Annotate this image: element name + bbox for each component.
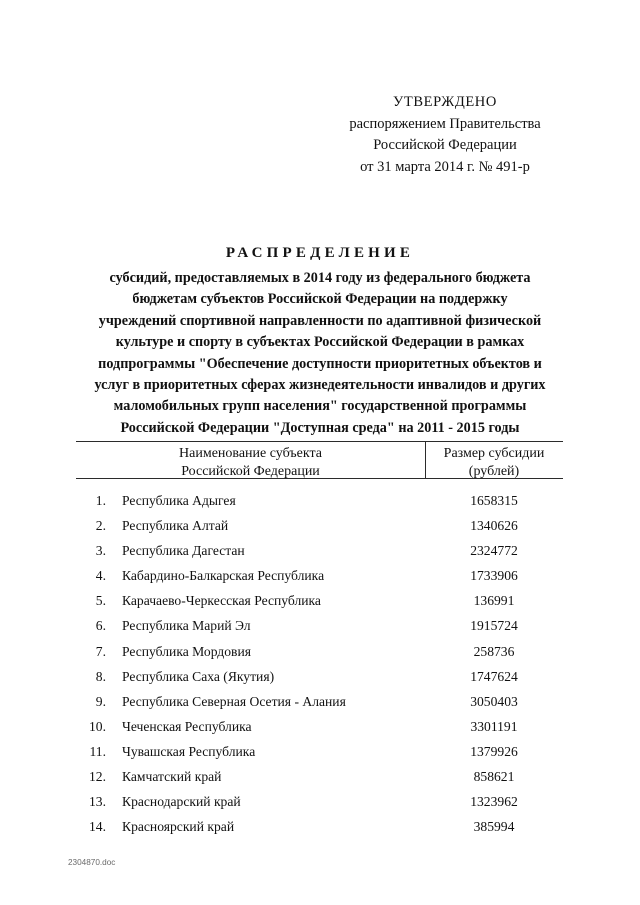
document-subtitle-line-8: Российской Федерации "Доступная среда" на 2011 - 2015 годы [120,419,520,436]
table-row [76,669,563,694]
row-index: 3. [95,543,106,559]
row-subsidy-amount: 1379926 [470,743,518,759]
row-subsidy-amount: 1340626 [470,518,518,534]
row-subject-name: Камчатский край [122,769,222,785]
row-index: 13. [89,794,106,810]
row-subsidy-amount: 1733906 [470,568,518,584]
row-subsidy-amount: 858621 [473,769,515,785]
table-row [76,769,563,794]
row-subsidy-amount: 385994 [473,819,515,835]
row-subject-name: Кабардино-Балкарская Республика [122,568,325,584]
row-index: 4. [95,568,106,584]
document-subtitle-line-6: услуг в приоритетных сферах жизнедеятельности инвалидов и других [94,377,546,394]
table-row [76,618,563,643]
row-subject-name: Красноярский край [122,819,235,835]
row-index: 1. [95,493,106,508]
row-index: 14. [89,819,106,835]
column-header-name-line-2: Российской Федерации [181,463,320,479]
table-header-row [76,442,563,478]
row-subsidy-amount: 2324772 [470,543,518,559]
document-subtitle-line-3: учреждений спортивной направленности по адаптивной физической [98,312,542,329]
table-body [76,479,563,844]
row-subsidy-amount: 1323962 [470,794,518,810]
column-header-name-line-1: Наименование субъекта [179,446,322,461]
column-header-amount-line-1: Размер субсидии [443,446,545,461]
row-subject-name: Чеченская Республика [122,718,252,734]
row-subject-name: Республика Адыгея [122,493,236,508]
row-subject-name: Республика Алтай [122,518,229,534]
approval-line-4: от 31 марта 2014 г. № 491-р [360,158,530,175]
table-row [76,819,563,844]
row-subsidy-amount: 136991 [473,593,515,609]
row-index: 6. [95,618,106,634]
row-subject-name: Республика Дагестан [122,543,245,559]
row-index: 9. [95,693,106,709]
row-subject-name: Республика Мордовия [122,643,251,659]
document-subtitle-line-4: культуре и спорту в субъектах Российской Федерации в рамках [115,334,525,351]
table-row [76,518,563,543]
subsidy-table [76,441,563,844]
row-index: 12. [89,769,106,785]
approval-line-3: Российской Федерации [373,137,517,153]
row-subsidy-amount: 3301191 [470,718,518,734]
page-title: РАСПРЕДЕЛЕНИЕ [225,245,415,261]
row-index: 11. [89,743,106,759]
row-subject-name: Карачаево-Черкесская Республика [122,593,321,609]
row-subsidy-amount: 1915724 [470,618,518,634]
table-row [76,593,563,618]
table-row [76,543,563,568]
document-subtitle [70,268,570,439]
row-subsidy-amount: 3050403 [470,693,518,709]
table-row [76,719,563,744]
row-index: 10. [89,718,106,734]
table-row [76,794,563,819]
approval-block [300,92,590,178]
document-subtitle-line-2: бюджетам субъектов Российской Федерации на поддержку [132,291,508,308]
row-subject-name: Республика Марий Эл [122,618,251,634]
document-subtitle-line-7: маломобильных групп населения" государственной программы [113,398,527,415]
column-header-amount [425,445,563,480]
table-row [76,493,563,518]
row-subsidy-amount: 1658315 [470,493,518,508]
table-row [76,694,563,719]
approval-line-1: УТВЕРЖДЕНО [393,94,497,110]
table-row [76,644,563,669]
row-subject-name: Чувашская Республика [122,743,256,759]
table-row [76,744,563,769]
row-index: 2. [95,518,106,534]
row-index: 7. [95,643,106,659]
row-subject-name: Краснодарский край [122,794,241,810]
row-index: 5. [95,593,106,609]
document-subtitle-line-5: подпрограммы "Обеспечение доступности приоритетных объектов и [98,355,542,372]
row-index: 8. [95,668,106,684]
footer-file-note: 2304870.doc [68,858,116,867]
column-header-amount-line-2: (рублей) [468,463,520,479]
row-subsidy-amount: 258736 [473,643,515,659]
table-row [76,568,563,593]
row-subject-name: Республика Северная Осетия - Алания [122,693,346,709]
column-header-name [76,445,425,480]
row-subject-name: Республика Саха (Якутия) [122,668,275,684]
row-subsidy-amount: 1747624 [470,668,518,684]
document-subtitle-line-1: субсидий, предоставляемых в 2014 году из федерального бюджета [109,270,531,286]
approval-line-2: распоряжением Правительства [349,115,541,132]
